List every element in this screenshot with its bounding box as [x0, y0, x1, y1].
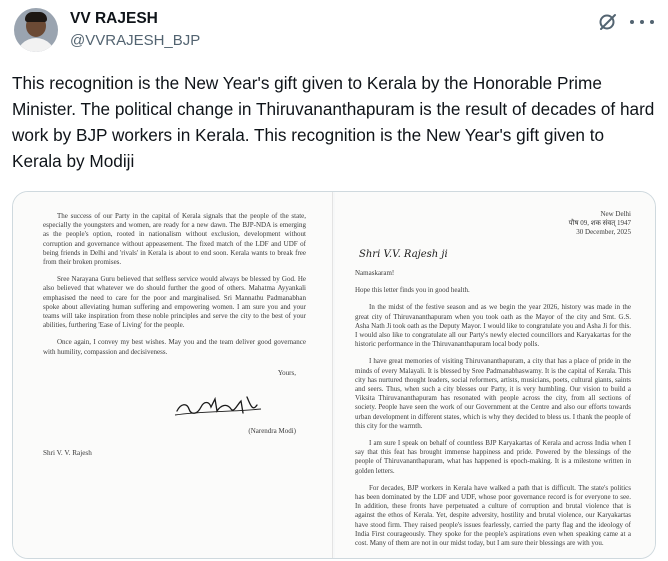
letter-signer: (Narendra Modi): [248, 426, 296, 435]
letter-paragraph: In the midst of the festive season and as we begin the year 2026, history was made in the great city of Thiruvananthapuram when you took oath as the Mayor of the city and Smt. G.S. Asha Nath Ji took oath as the Deputy Mayor. I would like to congratulate you and Asha Ji for this. I would also like to congratulate all our Party's newly elected councillors and Karyakartas for the historic performance in the Thiruvananthapuram local body polls.: [355, 303, 631, 349]
letter-page-right: [335, 192, 656, 559]
letter-image[interactable]: [12, 191, 656, 559]
letter-date: 30 December, 2025: [576, 228, 631, 236]
letter-greeting: Namaskaram!: [355, 269, 395, 277]
post-text: This recognition is the New Year's gift given to Kerala by the Honorable Prime Minister. The political change in Thiruvananthapuram is the result of decades of hard work by BJP workers in Kerala. This recognition is the New Year's gift given to Kerala by Modiji: [12, 73, 655, 171]
more-icon[interactable]: [630, 16, 654, 28]
letter-closing: Yours,: [277, 368, 296, 377]
letter-paragraph: Sree Narayana Guru believed that selfless service would always be blessed by God. He also believed that whatever we do should further the good of others. Mahatma Ayyankali emphasised the need to care for the poor and marginalised. Sri Mannathu Padmanabhan spoke about alleviating human suffering and empowering women. I am sure you and your teams will take inspiration from these noble principles and serve the city to the best of your abilities, furthering 'Ease of Living' for the people.: [43, 275, 306, 330]
author-display-name[interactable]: VV RAJESH: [70, 10, 158, 27]
letter-paragraph: For decades, BJP workers in Kerala have walked a path that is difficult. The state's politics has been dominated by the LDF and UDF, whose poor governance record is for everyone to see. In addition, these fronts have perpetuated a culture of corruption and brutal violence that is against the ethos of Kerala. Yet, despite adversity, hostility and brutal violence, our Karyakartas have stood firm. They raised people's issues fearlessly, carried the party flag and the ideology of India First courageously. They spoke for the people's aspirations even when speaking came at a cost. Many of them are not in our midst today, but I am sure their blessings are with you.: [355, 483, 631, 548]
letter-place: New Delhi: [600, 210, 631, 218]
signature: [171, 385, 266, 425]
letter-page-left: [13, 192, 333, 559]
letter-opening: Hope this letter finds you in good health.: [355, 286, 470, 295]
letter-date-hindi: पौष 09, शक संवत् 1947: [568, 219, 631, 227]
letter-paragraph: I have great memories of visiting Thiruvananthapuram, a city that has a place of pride in the minds of every Malayali. It is blessed by Sree Padmanabhaswamy. It is the capital of Kerala. This city has nurtured thought leaders, social reformers, artists, musicians, poets, cultural giants, saints and seers. Thus, when such a city blesses our Party, it is very humbling. Our vision to build a Viksita Thiruvananthapuram has resonated with people across the city, from all sections of society. People have seen the work of our Government at the Centre and also our efforts towards urban development in different states, which is why they decided to bless us. I thank the people of this city for the warmth.: [355, 357, 631, 430]
letter-paragraph: The success of our Party in the capital of Kerala signals that the people of the state, especially the youngsters and women, are ready for a new dawn. The BJP-NDA is emerging as the people's option, rooted in nationalism without exclusion, development without corruption and governance without appeasement. The fixed match of the LDF and UDF of being friends in Delhi and 'rivals' in Kerala is about to end soon. Kerala wants to break free from their broken promises.: [43, 212, 306, 267]
grok-icon[interactable]: [598, 12, 618, 32]
author-handle[interactable]: @VVRAJESH_BJP: [70, 32, 201, 49]
avatar[interactable]: [14, 8, 58, 52]
handwritten-salutation-text: Shri V.V. Rajesh ji: [359, 249, 448, 260]
handwritten-salutation: [355, 243, 631, 263]
letter-addressee: Shri V. V. Rajesh: [43, 448, 92, 457]
post-header: [12, 6, 656, 56]
letter-paragraph: I am sure I speak on behalf of countless BJP Karyakartas of Kerala and across India when I say that this feat has brought immense happiness and pride. Powered by the blessings of the people of Thiruvananthapuram, what has happened is epoch-making. It is a milestone written in golden letters.: [355, 439, 631, 475]
letter-paragraph: Once again, I convey my best wishes. May you and the team deliver good governance with humility, compassion and decisiveness.: [43, 338, 306, 356]
